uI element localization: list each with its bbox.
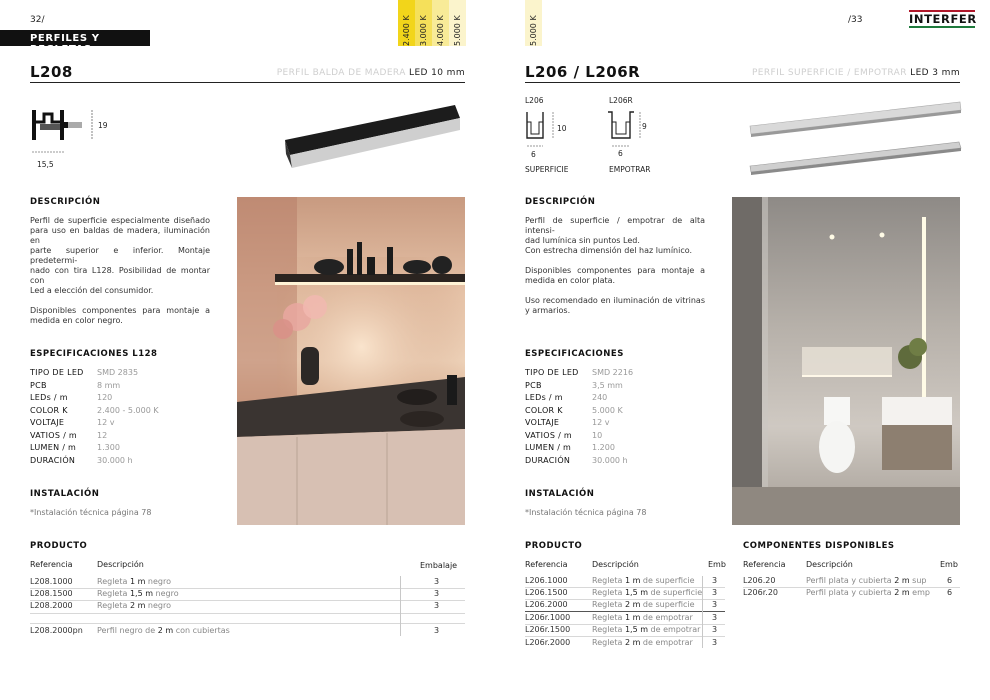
component-qty: 6: [947, 576, 953, 585]
install-heading-right: INSTALACIÓN: [525, 489, 595, 499]
spec-value: 12: [97, 430, 108, 440]
product-ref: L208.2000: [30, 601, 73, 610]
component-qty: 6: [947, 588, 953, 597]
spec-label: COLOR K: [525, 405, 563, 415]
product-desc: [592, 576, 695, 585]
product-qty: 3: [712, 588, 718, 597]
desc-pre: Perfil plata y cubierta: [806, 588, 895, 597]
product-subtitle-right: [752, 68, 960, 78]
spec-label: VATIOS / m: [525, 430, 573, 440]
desc-line: dad lumínica sin puntos Led.: [525, 236, 640, 245]
desc-line: nado con tira L128. Posibilidad de montar con: [30, 266, 210, 285]
desc-line: [525, 286, 705, 296]
desc-line: parte superior e inferior. Montaje predetermi-: [30, 246, 210, 265]
desc-length: 2 m: [129, 601, 146, 610]
spec-value: 12 v: [592, 418, 610, 427]
desc-post: de superficie: [648, 588, 703, 597]
dim-height-l208: 19: [98, 121, 108, 130]
components-table: [743, 556, 960, 606]
spec-row: [525, 418, 715, 431]
product-ref: L206r.1500: [525, 625, 571, 634]
product-qty: 3: [434, 589, 440, 598]
product-desc: [97, 601, 171, 610]
product-qty: 3: [712, 638, 718, 647]
spec-value: 30.000 h: [97, 455, 133, 465]
spec-label: LUMEN / m: [30, 443, 77, 452]
spec-label: VOLTAJE: [525, 418, 560, 427]
spec-row: [525, 406, 715, 419]
logo-bar-green: [909, 26, 975, 28]
spec-value: 5.000 K: [592, 405, 623, 415]
desc-pre: Regleta: [592, 576, 625, 585]
desc-line: y armarios.: [525, 306, 571, 315]
color-temp-2400: 2.400 K: [398, 0, 415, 46]
kitchen-photo-illustration: [237, 197, 465, 525]
product-desc: [592, 613, 693, 622]
color-temp-strips: [398, 0, 468, 46]
desc-pre: Regleta: [97, 589, 130, 598]
product-ref: L206r.2000: [525, 638, 571, 647]
spec-row: [30, 368, 220, 381]
description-heading-right: DESCRIPCIÓN: [525, 197, 596, 207]
bathroom-photo: [732, 197, 960, 525]
spec-value: 240: [592, 393, 608, 402]
subtitle-type: PERFIL BALDA DE MADERA: [276, 68, 406, 78]
install-heading-left: INSTALACIÓN: [30, 489, 100, 499]
subtitle-led: LED 10 mm: [409, 68, 465, 78]
spec-row: [30, 381, 220, 394]
desc-length: 2 m: [894, 576, 910, 585]
product-desc: [97, 626, 230, 635]
profile-drawing-l206r: [606, 108, 646, 153]
page-number-right: /33: [848, 15, 863, 25]
col-desc-header: Descripción: [806, 560, 853, 569]
spec-row: [525, 368, 715, 381]
spec-value: SMD 2216: [592, 368, 634, 377]
spec-row: [30, 393, 220, 406]
kitchen-photo: [237, 197, 465, 525]
description-text-right: [525, 216, 705, 316]
product-subtitle-left: [277, 68, 465, 78]
desc-length: 1 m: [624, 576, 641, 585]
product-ref: L206.2000: [525, 600, 568, 609]
spec-label: TIPO DE LED: [30, 368, 84, 377]
desc-pre: Regleta: [592, 588, 625, 597]
l206-profiles-image: [745, 98, 965, 178]
desc-post: negro: [153, 589, 179, 598]
col-desc-header: Descripción: [97, 560, 144, 569]
spec-label: COLOR K: [30, 405, 68, 415]
desc-line: Uso recomendado en iluminación de vitrinas: [525, 296, 705, 305]
desc-line: [30, 296, 210, 306]
spec-table-left: [30, 368, 220, 468]
desc-line: Disponibles componentes para montaje a: [525, 266, 705, 275]
spec-row: [525, 443, 715, 456]
desc-pre: Regleta: [97, 601, 130, 610]
desc-length: 2 m: [624, 600, 641, 609]
profile-name-l206: L206: [525, 96, 544, 105]
component-desc: [806, 576, 926, 585]
product-ref: L206.1500: [525, 588, 568, 597]
product-table-left: [30, 556, 465, 646]
spec-value: 30.000 h: [592, 455, 628, 465]
spec-value: 12 v: [97, 418, 115, 427]
spec-label: DURACIÓN: [30, 455, 76, 465]
desc-length: 1 m: [129, 577, 146, 586]
color-temp-5000-right: 5.000 K: [525, 0, 542, 46]
desc-post: de superficie: [640, 576, 695, 585]
page-number-left: 32/: [30, 15, 45, 25]
product-desc: [97, 577, 171, 586]
col-ref-header: Referencia: [30, 560, 73, 569]
description-heading-left: DESCRIPCIÓN: [30, 197, 101, 207]
desc-post: emp: [909, 588, 930, 597]
dim-width-l206r: 6: [618, 149, 623, 158]
product-desc: [592, 600, 695, 609]
product-desc: [592, 588, 702, 597]
desc-post: con cubiertas: [173, 626, 230, 635]
spec-value: SMD 2835: [97, 368, 139, 377]
spec-row: [30, 406, 220, 419]
subtitle-led: LED 3 mm: [910, 68, 960, 78]
col-pack-header: Embalaje: [420, 561, 458, 570]
desc-post: de empotrar: [640, 638, 693, 647]
product-title-l208: L208: [30, 63, 73, 81]
col-pack-header: Emb: [940, 560, 958, 569]
desc-post: de superficie: [640, 600, 695, 609]
product-qty: 3: [434, 626, 440, 635]
spec-value: 2.400 - 5.000 K: [97, 405, 159, 415]
description-text-left: [30, 216, 210, 326]
desc-line: Led a elección del consumidor.: [30, 286, 154, 295]
desc-line: medida en color negro.: [30, 316, 123, 325]
product-qty: 3: [712, 600, 718, 609]
brand-logo: [909, 10, 975, 30]
col-pack-header: Emb: [708, 560, 726, 569]
spec-label: VATIOS / m: [30, 430, 78, 440]
product-ref: L206r.1000: [525, 613, 571, 622]
spec-label: LUMEN / m: [525, 443, 572, 452]
desc-pre: Regleta: [592, 600, 625, 609]
desc-post: de empotrar: [640, 613, 693, 622]
col-ref-header: Referencia: [525, 560, 568, 569]
component-desc: [806, 588, 930, 597]
product-table-right: [525, 556, 725, 651]
desc-line: [525, 256, 705, 266]
column-divider: [702, 576, 703, 648]
desc-post: negro: [145, 577, 171, 586]
desc-post: de empotrar: [648, 625, 701, 634]
l208-profile-image: [280, 100, 465, 175]
desc-length: 2 m: [157, 626, 174, 635]
dim-width-l208: 15,5: [37, 160, 54, 169]
desc-line: Perfil de superficie / empotrar de alta intensi-: [525, 216, 705, 235]
desc-length: 2 m: [624, 638, 641, 647]
row-divider: [525, 636, 725, 637]
spec-row: [30, 456, 220, 469]
spec-row: [525, 381, 715, 394]
product-qty: 3: [434, 577, 440, 586]
column-divider: [400, 576, 401, 636]
profile-name-l206r: L206R: [609, 96, 633, 105]
product-desc: [592, 638, 693, 647]
desc-line: medida en color plata.: [525, 276, 616, 285]
brand-name: INTERFER: [909, 12, 977, 26]
spec-label: PCB: [525, 380, 542, 390]
desc-pre: Regleta: [592, 625, 625, 634]
spec-row: [30, 418, 220, 431]
desc-length: 1,5 m: [129, 589, 153, 598]
install-note-right: *Instalación técnica página 78: [525, 508, 647, 517]
product-qty: 3: [712, 613, 718, 622]
spec-row: [525, 393, 715, 406]
product-desc: [97, 589, 179, 598]
product-title-l206: L206 / L206R: [525, 63, 641, 81]
component-ref: L206r.20: [743, 588, 779, 597]
desc-line: Disponibles componentes para montaje a: [30, 306, 210, 315]
color-temp-3000: 3.000 K: [415, 0, 432, 46]
spec-value: 1.200: [592, 443, 615, 452]
spec-label: LEDs / m: [525, 393, 563, 402]
product-ref: L208.1500: [30, 589, 73, 598]
desc-line: para uso en baldas de madera, iluminación en: [30, 226, 210, 245]
desc-pre: Perfil plata y cubierta: [806, 576, 895, 585]
bathroom-photo-illustration: [732, 197, 960, 525]
spec-heading-right: ESPECIFICACIONES: [525, 349, 624, 359]
section-bar: PERFILES Y REGLETAS: [0, 30, 150, 46]
product-ref: L208.2000pn: [30, 626, 83, 635]
color-temp-5000: 5.000 K: [449, 0, 466, 46]
desc-pre: Regleta: [592, 638, 625, 647]
desc-line: Perfil de superficie especialmente diseñado: [30, 216, 210, 225]
desc-length: 1,5 m: [624, 625, 648, 634]
title-rule: [525, 82, 960, 83]
spec-label: DURACIÓN: [525, 455, 571, 465]
desc-pre: Regleta: [592, 613, 625, 622]
product-qty: 3: [712, 625, 718, 634]
col-desc-header: Descripción: [592, 560, 639, 569]
color-temp-4000: 4.000 K: [432, 0, 449, 46]
profile-caption-empotrar: EMPOTRAR: [609, 165, 651, 174]
spec-value: 8 mm: [97, 380, 121, 390]
desc-pre: Perfil negro de: [97, 626, 158, 635]
product-qty: 3: [712, 576, 718, 585]
desc-length: 2 m: [894, 588, 910, 597]
product-ref: L206.1000: [525, 576, 568, 585]
product-heading-left: PRODUCTO: [30, 541, 88, 551]
spec-value: 120: [97, 393, 113, 402]
dim-height-l206: 10: [557, 124, 567, 133]
col-ref-header: Referencia: [743, 560, 786, 569]
subtitle-type: PERFIL SUPERFICIE / EMPOTRAR: [751, 68, 907, 78]
spec-heading-left: ESPECIFICACIONES L128: [30, 349, 158, 359]
desc-length: 1 m: [624, 613, 641, 622]
spec-value: 10: [592, 430, 603, 440]
component-ref: L206.20: [743, 576, 776, 585]
product-desc: [592, 625, 700, 634]
desc-post: sup: [909, 576, 927, 585]
desc-line: Con estrecha dimensión del haz lumínico.: [525, 246, 693, 255]
desc-pre: Regleta: [97, 577, 130, 586]
spec-row: [30, 431, 220, 444]
dim-width-l206: 6: [531, 150, 536, 159]
product-qty: 3: [434, 601, 440, 610]
spec-row: [30, 443, 220, 456]
dim-height-l206r: 9: [642, 122, 647, 131]
spec-table-right: [525, 368, 715, 468]
spec-value: 3,5 mm: [592, 380, 623, 390]
spec-label: VOLTAJE: [30, 418, 65, 427]
row-divider-strong: [525, 611, 725, 612]
install-note-left: *Instalación técnica página 78: [30, 508, 152, 517]
spec-label: PCB: [30, 380, 47, 390]
title-rule: [30, 82, 465, 83]
spec-row: [525, 431, 715, 444]
components-heading: COMPONENTES DISPONIBLES: [743, 541, 895, 551]
desc-post: negro: [145, 601, 171, 610]
spec-label: LEDs / m: [30, 393, 68, 402]
product-ref: L208.1000: [30, 577, 73, 586]
desc-length: 1,5 m: [624, 588, 648, 597]
product-heading-right: PRODUCTO: [525, 541, 583, 551]
spec-row: [525, 456, 715, 469]
spec-label: TIPO DE LED: [525, 368, 579, 377]
profile-caption-superficie: SUPERFICIE: [525, 165, 569, 174]
spec-value: 1.300: [97, 443, 120, 452]
